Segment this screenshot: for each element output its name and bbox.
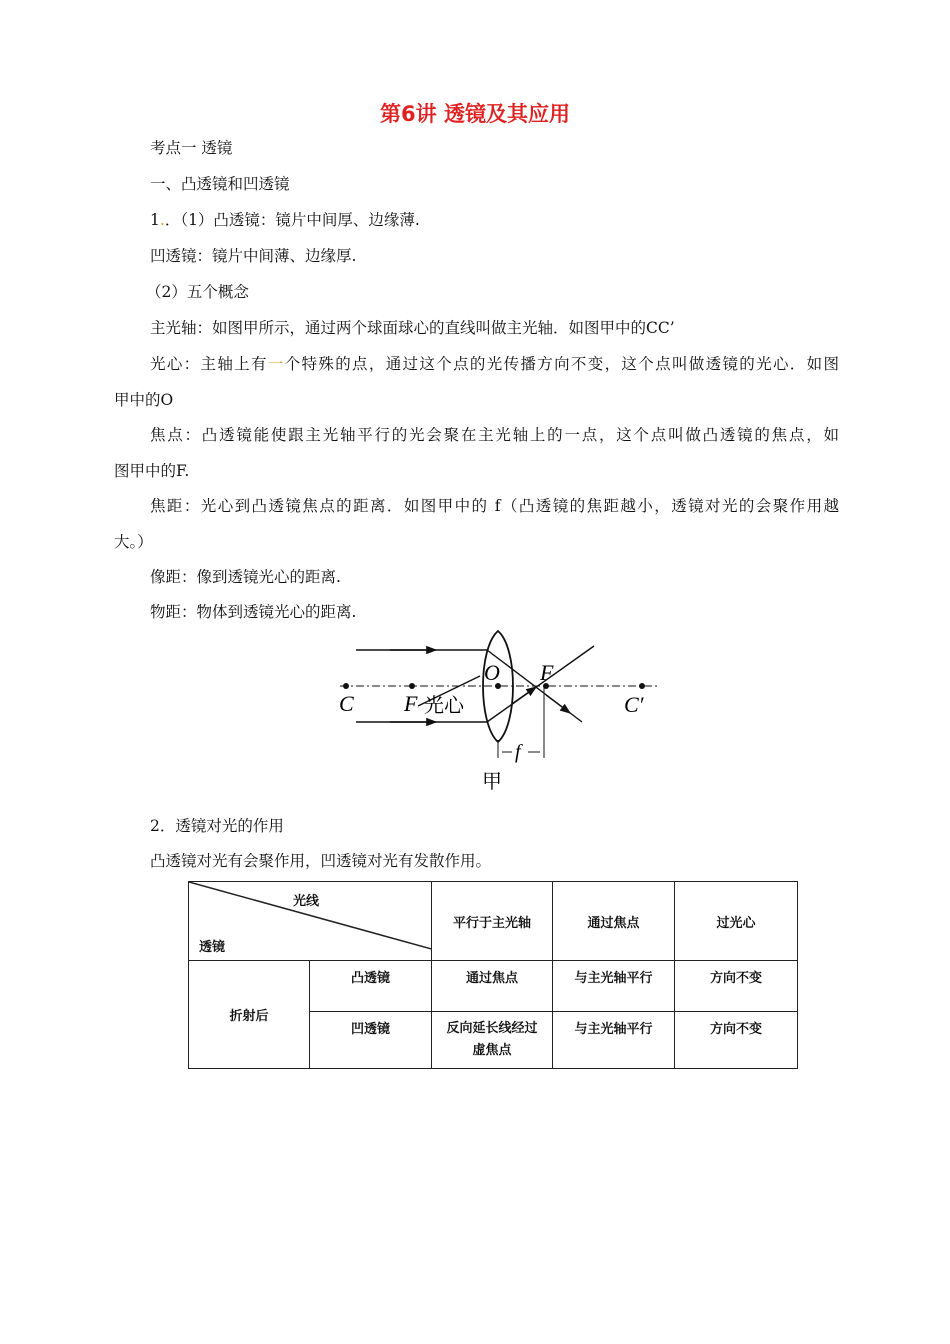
optical-center-definition (150, 354, 839, 374)
focal-length-continuation: 大。） (114, 533, 153, 551)
row-lens-name: 凹透镜 (310, 1012, 432, 1069)
table-cell: 与主光轴平行 (553, 1012, 675, 1069)
table-cell: 与主光轴平行 (553, 961, 675, 1012)
table-cell: 反向延长线经过虚焦点 (432, 1012, 553, 1069)
item2-heading: 2．透镜对光的作用 (150, 817, 284, 835)
optical-center-mark: 一 (267, 355, 285, 373)
item1-mark: . (159, 211, 165, 229)
column-header-through-center: 过光心 (675, 882, 798, 961)
corner-header-bottom: 透镜 (199, 940, 226, 955)
label-f-left: F (404, 691, 418, 716)
label-c: C (339, 691, 354, 716)
main-axis-definition: 主光轴：如图甲所示，通过两个球面球心的直线叫做主光轴．如图甲中的CC’ (150, 319, 675, 337)
label-c-prime: C′ (624, 692, 644, 717)
page-title: 第6讲 透镜及其应用 (380, 102, 570, 126)
point-c (343, 683, 349, 689)
subheading: 一、凸透镜和凹透镜 (150, 175, 290, 193)
point-c-prime (639, 683, 645, 689)
arrow-refracted-bottom (512, 687, 536, 704)
table-cell: 方向不变 (675, 961, 798, 1012)
table-cell: 方向不变 (675, 1012, 798, 1069)
label-o: O (484, 660, 500, 685)
column-header-parallel: 平行于主光轴 (432, 882, 553, 961)
label-f-right: F (540, 660, 554, 685)
object-distance-definition: 物距：物体到透镜光心的距离. (150, 603, 357, 621)
table-header-row (189, 882, 798, 961)
row-group-label: 折射后 (189, 961, 310, 1069)
convex-lens-diagram (330, 628, 670, 798)
image-distance-definition: 像距：像到透镜光心的距离. (150, 568, 341, 586)
item1-text: ．（1）凸透镜：镜片中间厚、边缘薄. (164, 211, 420, 229)
column-header-through-focus: 通过焦点 (553, 882, 675, 961)
section-heading: 考点一 透镜 (150, 139, 233, 157)
focal-length-definition: 焦距：光心到凸透镜焦点的距离．如图甲中的 f（凸透镜的焦距越小，透镜对光的会聚作用越 (150, 497, 839, 515)
figure-caption: 甲 (482, 769, 502, 793)
optical-center-continuation: 甲中的O (114, 391, 174, 409)
corner-header-top: 光线 (293, 894, 320, 909)
concave-definition: 凹透镜：镜片中间薄、边缘厚. (150, 247, 357, 265)
label-optical-center: 光心 (424, 693, 464, 717)
corner-header-cell (189, 882, 432, 961)
five-concepts: （2）五个概念 (146, 283, 249, 301)
row-lens-name: 凸透镜 (310, 961, 432, 1012)
arrow-refracted-top (546, 695, 570, 713)
point-f-left (409, 683, 415, 689)
item1-number: 1 (150, 211, 160, 229)
table-row (189, 961, 798, 1012)
label-focal-length: f (515, 741, 521, 763)
optical-center-part-a: 光心：主轴上有 (150, 355, 268, 373)
optical-center-part-b: 个特殊的点，通过这个点的光传播方向不变，这个点叫做透镜的光心．如图 (284, 355, 839, 373)
item1-convex-definition (150, 210, 420, 230)
item2-text: 凸透镜对光有会聚作用，凹透镜对光有发散作用。 (150, 852, 492, 870)
focus-continuation: 图甲中的F. (114, 462, 190, 480)
focus-definition: 焦点：凸透镜能使跟主光轴平行的光会聚在主光轴上的一点，这个点叫做凸透镜的焦点，如 (150, 426, 839, 444)
table-cell: 通过焦点 (432, 961, 553, 1012)
lens-effect-table (188, 881, 798, 1069)
